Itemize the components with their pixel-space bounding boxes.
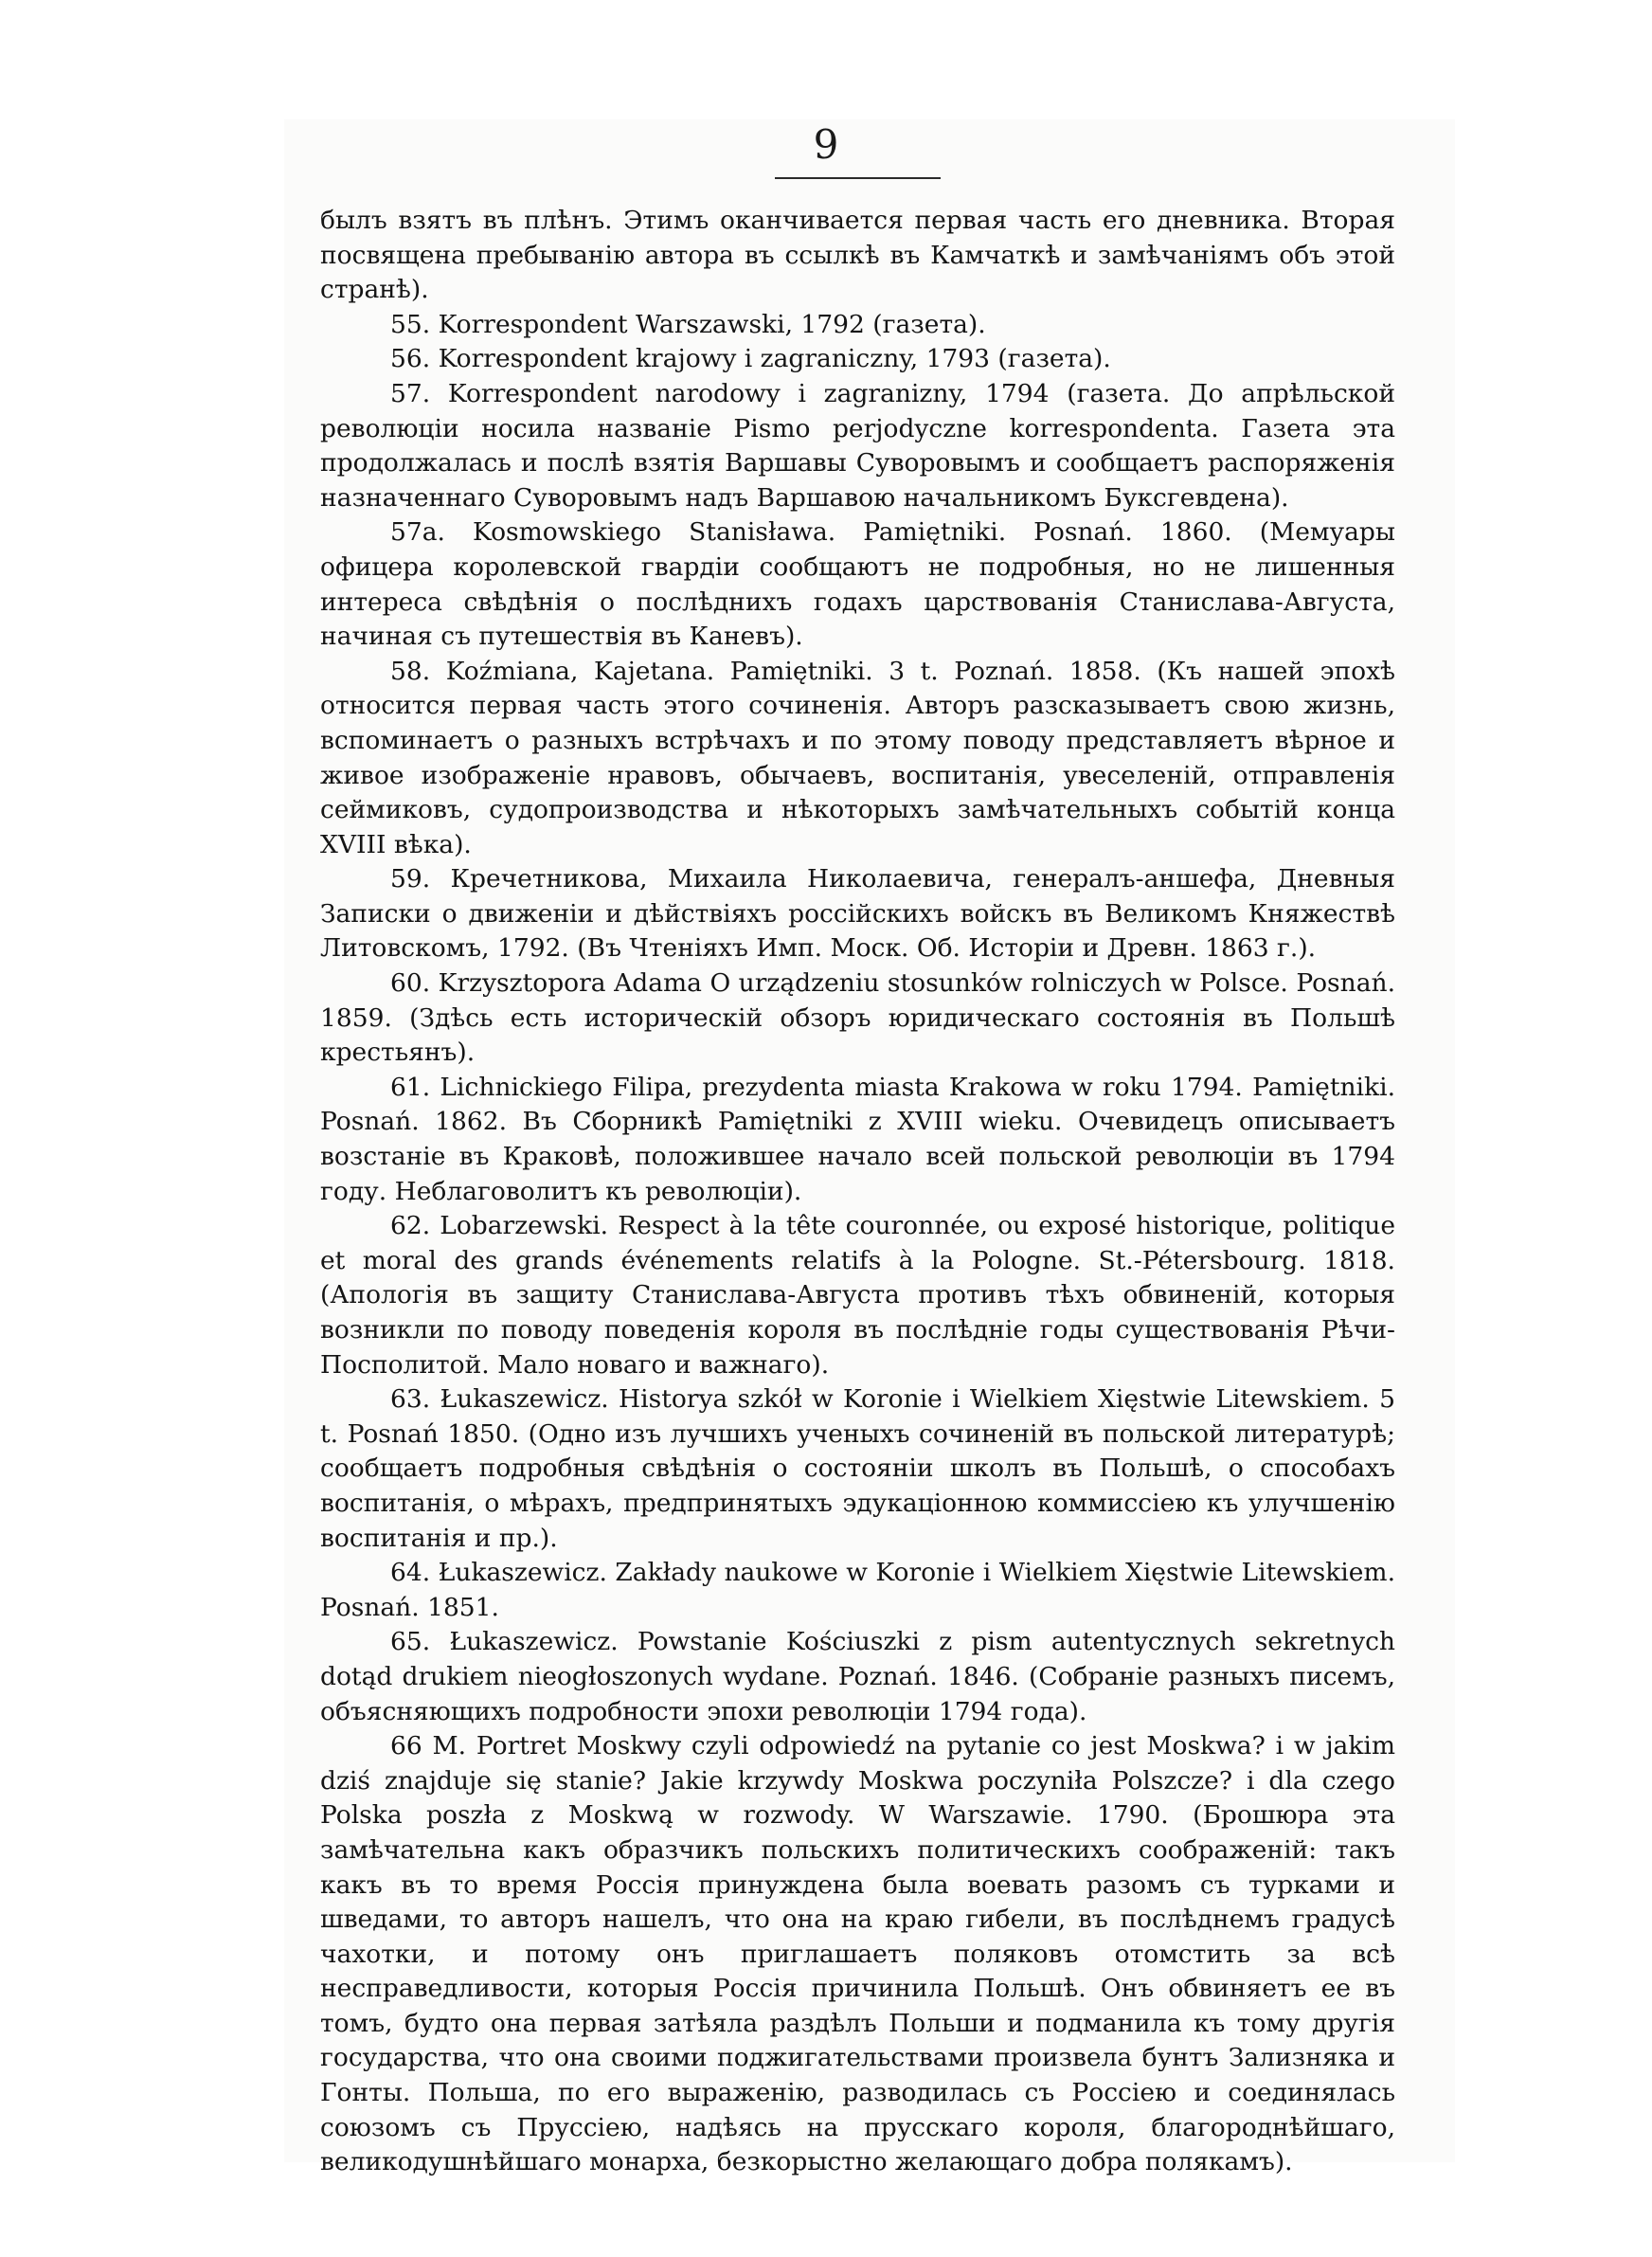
- entry-60: 60. Krzysztopora Adama O urządzeniu stosunków rolniczych w Polsce. Posnań. 1859. (Здѣсь есть историческій обзоръ юридическаго состоянія въ Польшѣ крестьянъ).: [320, 968, 1395, 1068]
- entry-57a: 57a. Kosmowskiego Stanisława. Pamiętniki. Posnań. 1860. (Мемуары офицера королевской гвардіи сообщаютъ не подробныя, но не лишенныя интереса свѣдѣнія о послѣднихъ годахъ царствованія Станислава-Августа, начиная съ путешествія въ Каневъ).: [320, 517, 1395, 652]
- header-rule: [775, 177, 941, 179]
- entry-59: 59. Кречетникова, Михаила Николаевича, генералъ-аншефа, Дневныя Записки о движеніи и дѣйствіяхъ россійскихъ войскъ въ Великомъ Княжествѣ Литовскомъ, 1792. (Въ Чтеніяхъ Имп. Моск. Об. Исторіи и Древн. 1863 г.).: [320, 864, 1395, 964]
- entry-65: 65. Łukaszewicz. Powstanie Kościuszki z pism autentycznych sekretnych dotąd drukiem nieogłoszonych wydane. Poznań. 1846. (Собраніе разныхъ писемъ, объясняющихъ подробности эпохи революціи 1794 года).: [320, 1627, 1395, 1726]
- entry-55: 55. Korrespondent Warszawski, 1792 (газета).: [390, 309, 986, 339]
- entry-62: 62. Lobarzewski. Respect à la tête couronnée, ou exposé historique, politique et moral des grands événements relatifs à la Pologne. St.-Pétersbourg. 1818. (Апологія въ защиту Станислава-Августа противъ тѣхъ обвиненій, которыя возникли по поводу поведенія короля въ послѣдніе годы существованія Рѣчи-Посполитой. Мало новаго и важнаго).: [320, 1211, 1395, 1380]
- entry-61: 61. Lichnickiego Filipa, prezydenta miasta Krakowa w roku 1794. Pamiętniki. Posnań. 1862. Въ Сборникѣ Pamiętniki z XVIII wieku. Очевидецъ описываетъ возстаніе въ Краковѣ, положившее начало всей польской революціи въ 1794 году. Неблаговолитъ къ революціи).: [320, 1072, 1395, 1206]
- entry-64: 64. Łukaszewicz. Zakłady naukowe w Koronie i Wielkiem Xięstwie Litewskiem. Posnań. 1851.: [320, 1558, 1395, 1622]
- page-body: [320, 204, 1395, 2180]
- entry-56: 56. Korrespondent krajowy i zagraniczny, 1793 (газета).: [390, 344, 1111, 374]
- paragraph-continuation: былъ взятъ въ плѣнъ. Этимъ оканчивается первая часть его дневника. Вторая посвящена пребыванію автора въ ссылкѣ въ Камчаткѣ и замѣчаніямъ объ этой странѣ).: [320, 206, 1395, 305]
- entry-66: 66 M. Portret Moskwy czyli odpowiedź na pytanie co jest Moskwa? i w jakim dziś znajduje się stanie? Jakie krzywdy Moskwa poczyniła Polszcze? i dla czego Polska poszła z Moskwą w rozwody. W Warszawie. 1790. (Брошюра эта замѣчательна какъ образчикъ польскихъ политическихъ соображеній: такъ какъ въ то время Россія принуждена была воевать разомъ съ турками и шведами, то авторъ нашелъ, что она на краю гибели, въ послѣднемъ градусѣ чахотки, и потому онъ приглашаетъ поляковъ отомстить за всѣ несправедливости, которыя Россія причинила Польшѣ. Онъ обвиняетъ ее въ томъ, будто она первая затѣяла раздѣлъ Польши и подманила къ тому другія государства, что она своими поджигательствами произвела бунтъ Зализняка и Гонты. Польша, по его выраженію, разводилась съ Россіею и соединялась союзомъ съ Пруссіею, надѣясь на прусскаго короля, благороднѣйшаго, великодушнѣйшаго монарха, безкорыстно желающаго добра полякамъ).: [320, 1731, 1395, 2177]
- entry-58: 58. Koźmiana, Kajetana. Pamiętniki. 3 t. Poznań. 1858. (Къ нашей эпохѣ относится первая часть этого сочиненія. Авторъ разсказываетъ свою жизнь, вспоминаетъ о разныхъ встрѣчахъ и по этому поводу представляетъ вѣрное и живое изображеніе нравовъ, обычаевъ, воспитанія, увеселеній, отправленія сеймиковъ, судопроизводства и нѣкоторыхъ замѣчательныхъ событій конца XVIII вѣка).: [320, 656, 1395, 859]
- page-number: 9: [813, 121, 839, 168]
- entry-57: 57. Korrespondent narodowy i zagranizny, 1794 (газета. До апрѣльской революціи носила названіе Pismo perjodyczne korrespondenta. Газета эта продолжалась и послѣ взятія Варшавы Суворовымъ и сообщаетъ распоряженія назначеннаго Суворовымъ надъ Варшавою начальникомъ Буксгевдена).: [320, 378, 1395, 513]
- entry-63: 63. Łukaszewicz. Historya szkół w Koronie i Wielkiem Xięstwie Litewskiem. 5 t. Posnań 1850. (Одно изъ лучшихъ ученыхъ сочиненій въ польской литературѣ; сообщаетъ подробныя свѣдѣнія о состояніи школъ въ Польшѣ, о способахъ воспитанія, о мѣрахъ, предпринятыхъ эдукаціонною коммиссіею къ улучшенію воспитанія и пр.).: [320, 1384, 1395, 1553]
